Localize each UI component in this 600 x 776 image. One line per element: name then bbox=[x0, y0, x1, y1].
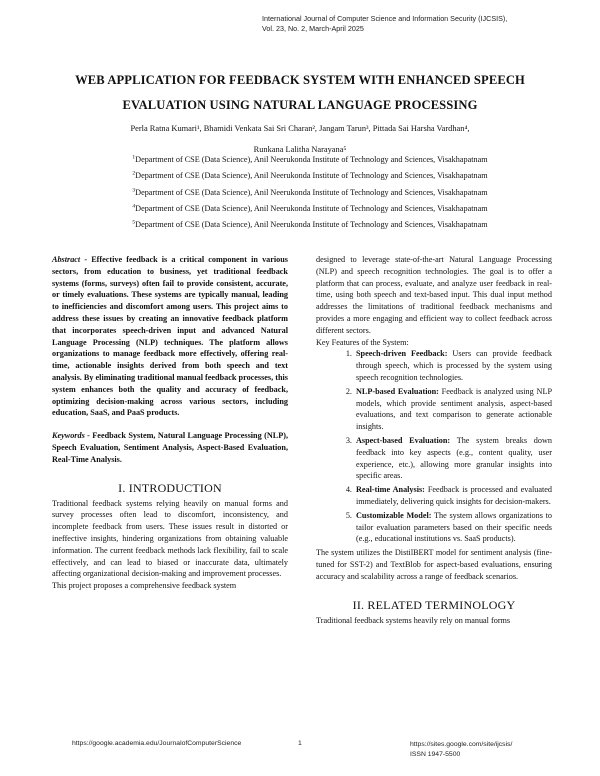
journal-volume: Vol. 23, No. 2, March-April 2025 bbox=[262, 24, 364, 33]
feature-term: Speech-driven Feedback: bbox=[356, 349, 448, 359]
feature-term: Customizable Model: bbox=[356, 510, 432, 520]
footer-issn: ISSN 1947-5500 bbox=[410, 750, 461, 758]
list-item bbox=[354, 484, 552, 508]
keywords bbox=[52, 430, 288, 465]
features-heading: Key Features of the System: bbox=[316, 337, 409, 347]
system-paragraph: The system utilizes the DistilBERT model for sentiment analysis (fine-tuned for SST-2) and TextBlob for aspect-based evaluations, ensuring accuracy and scalability across a range of feedback scenarios. bbox=[316, 548, 552, 581]
related-paragraph: Traditional feedback systems heavily rely on manual forms bbox=[316, 615, 511, 625]
list-item bbox=[354, 348, 552, 383]
affiliation bbox=[60, 217, 560, 233]
intro-paragraph-2: This project proposes a comprehensive feedback system bbox=[52, 581, 237, 591]
page-number: 1 bbox=[298, 740, 302, 747]
title-line-2: EVALUATION USING NATURAL LANGUAGE PROCESSING bbox=[122, 98, 478, 112]
footer-site-url[interactable]: https://sites.google.com/site/ijcsis/ bbox=[410, 741, 513, 748]
affiliation bbox=[60, 185, 560, 201]
paper-title bbox=[40, 68, 560, 118]
section-heading-introduction: I. INTRODUCTION bbox=[118, 480, 222, 495]
affiliation-number: 5 bbox=[132, 219, 136, 226]
journal-header bbox=[262, 14, 562, 34]
affiliation bbox=[60, 168, 560, 184]
affiliation-number: 2 bbox=[132, 170, 136, 177]
affiliation-number: 4 bbox=[132, 203, 136, 210]
feature-term: Real-time Analysis: bbox=[356, 485, 425, 495]
feature-desc: The system allows organizations to tailor evaluation parameters based on their specific needs (e.g., educational institutions vs. SaaS products). bbox=[356, 510, 552, 544]
list-item bbox=[354, 435, 552, 482]
intro-paragraph-1: Traditional feedback systems relying heavily on manual forms and survey processes often lead to discomfort, inconsistency, and incomplete feedback from users. These issues result in distorted or ineffective insights, hindering organizations from obtaining valuable information. The current feedback methods lack flexibility, fail to scale effectively, and can lead to biased or inaccurate data, ultimately affecting organizational decision-making and improvement processes. bbox=[52, 498, 288, 579]
footer-right bbox=[410, 740, 512, 759]
affiliation-text: Department of CSE (Data Science), Anil Neerukonda Institute of Technology and Sciences, Visakhapatnam bbox=[135, 203, 488, 213]
affiliation-number: 1 bbox=[132, 154, 136, 161]
list-item bbox=[354, 510, 552, 545]
affiliation-number: 3 bbox=[132, 186, 136, 193]
abstract-text: - Effective feedback is a critical component in various sectors, from education to business, yet traditional feedback systems (forms, surveys) often fail to provide consistent, accurate, or timely evaluations. These systems are typically manual, leading to inefficiencies and discomfort among users. This project aims to address these issues by creating an innovative feedback platform that incorporates speech-driven input and advanced Natural Language Processing (NLP) techniques. The platform allows organizations to manage feedback more effectively, offering real-time, actionable insights derived from both speech and text analysis. By eliminating traditional manual feedback processes, this system enhances both the quality and accuracy of feedback, optimizing decision-making across various sectors, including education, SaaS, and PaaS products. bbox=[52, 255, 288, 418]
section-heading-related: II. RELATED TERMINOLOGY bbox=[352, 597, 516, 612]
affiliation-text: Department of CSE (Data Science), Anil Neerukonda Institute of Technology and Sciences, Visakhapatnam bbox=[135, 155, 488, 164]
features-list bbox=[316, 348, 552, 545]
journal-name: International Journal of Computer Science and Information Security (IJCSIS), bbox=[262, 14, 508, 23]
feature-desc: Feedback is processed and evaluated immediately, delivering quick insights for decision-makers. bbox=[356, 485, 552, 506]
affiliation bbox=[60, 152, 560, 168]
affiliation-text: Department of CSE (Data Science), Anil Neerukonda Institute of Technology and Sciences, Visakhapatnam bbox=[135, 171, 488, 181]
affiliations bbox=[60, 152, 560, 233]
feature-desc: Feedback is analyzed using NLP models, which provide sentiment analysis, aspect-based evaluations, and text comparison to generate actionable insights. bbox=[356, 386, 552, 432]
abstract-label: Abstract bbox=[52, 255, 81, 264]
feature-desc: The system breaks down feedback into key aspects (e.g., content quality, user experience, etc.), allowing more granular insights into specific areas. bbox=[356, 435, 552, 481]
title-line-1: WEB APPLICATION FOR FEEDBACK SYSTEM WITH ENHANCED SPEECH bbox=[75, 73, 525, 87]
footer-journal-url[interactable]: https://google.academia.edu/JournalofComputerScience bbox=[72, 740, 242, 747]
affiliation-text: Department of CSE (Data Science), Anil Neerukonda Institute of Technology and Sciences, Visakhapatnam bbox=[135, 220, 488, 230]
keywords-text: - Feedback System, Natural Language Processing (NLP), Speech Evaluation, Sentiment Analysis, Aspect-Based Evaluation, Real-Time Analysis. bbox=[52, 431, 288, 464]
left-column bbox=[52, 254, 288, 592]
feature-term: NLP-based Evaluation: bbox=[356, 386, 439, 396]
authors-line-2: Runkana Lalitha Narayana⁵ bbox=[253, 145, 347, 154]
feature-desc: Users can provide feedback through speech, which is processed by the system using speech recognition technologies. bbox=[356, 349, 552, 382]
keywords-label: Keywords bbox=[52, 431, 85, 441]
abstract bbox=[52, 254, 288, 419]
feature-term: Aspect-based Evaluation: bbox=[356, 435, 451, 445]
affiliation-text: Department of CSE (Data Science), Anil Neerukonda Institute of Technology and Sciences, Visakhapatnam bbox=[135, 187, 488, 197]
authors-line-1: Perla Ratna Kumari¹, Bhamidi Venkata Sai Sri Charan², Jangam Tarun³, Pittada Sai Harsha Vardhan⁴, bbox=[130, 124, 470, 133]
list-item bbox=[354, 386, 552, 433]
right-column bbox=[316, 254, 552, 626]
intro-continuation: designed to leverage state-of-the-art Natural Language Processing (NLP) and speech recognition technologies. The goal is to offer a platform that can process, evaluate, and analyze user feedback in real-time, using both speech and text-based input. This dual input method addresses the limitations of traditional feedback mechanisms and provides a more engaging and efficient way to collect feedback across different sectors. bbox=[316, 255, 552, 335]
affiliation bbox=[60, 201, 560, 217]
